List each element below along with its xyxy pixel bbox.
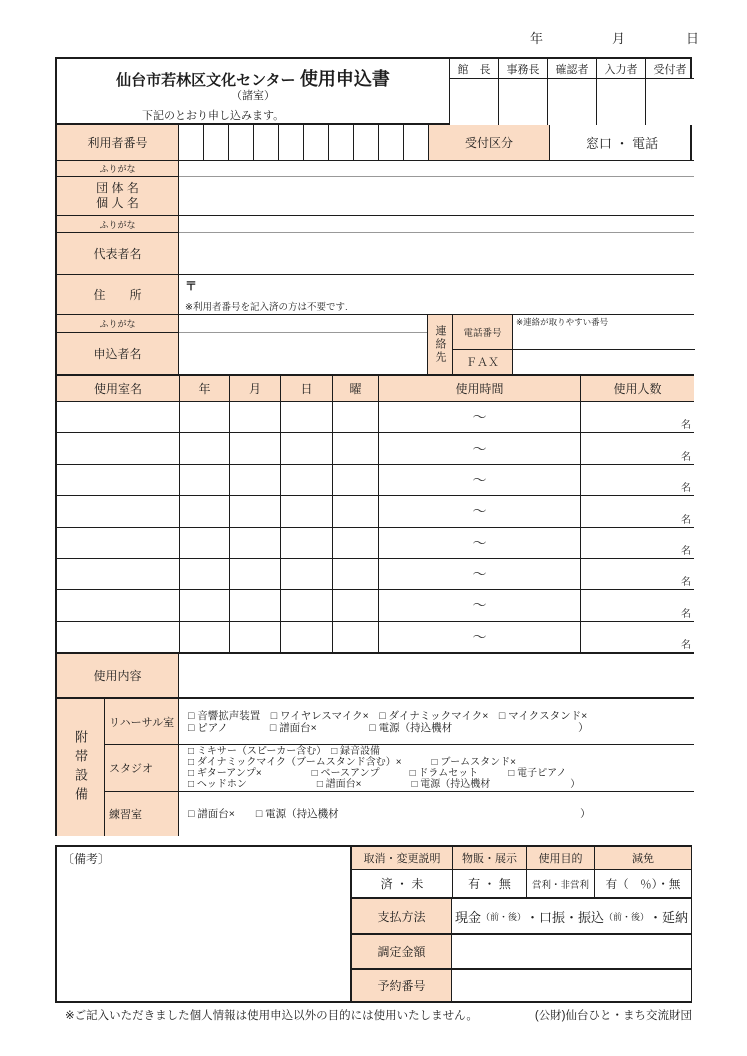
user-number-digit-box[interactable] bbox=[329, 125, 354, 160]
people-count-cell[interactable] bbox=[580, 465, 694, 495]
equipment-checkbox-line[interactable]: □ ダイナミックマイク（ブームスタンド含む）× □ ブームスタンド× bbox=[188, 756, 516, 768]
org-name-label-line1: 団 体 名 bbox=[96, 181, 139, 195]
address-note: ※利用者番号を記入済の方は不要です. bbox=[185, 302, 348, 313]
time-range-cell[interactable]: 〜 bbox=[378, 465, 580, 495]
people-count-cell[interactable] bbox=[580, 496, 694, 526]
payment-part-small: （前・後） bbox=[480, 911, 526, 922]
practice-room-label: 練習室 bbox=[105, 792, 179, 836]
title-area bbox=[57, 59, 449, 125]
month-cell[interactable] bbox=[229, 590, 280, 620]
reduction-options[interactable]: 有（ ％）・無 bbox=[594, 870, 691, 897]
representative-input[interactable] bbox=[179, 233, 694, 274]
date-day-label: 日 bbox=[686, 31, 700, 46]
equipment-row-rehearsal bbox=[105, 699, 694, 744]
office-table-headers bbox=[352, 847, 691, 870]
people-unit-label: 名 bbox=[681, 640, 691, 651]
reservation-row bbox=[352, 970, 691, 1001]
time-range-cell[interactable]: 〜 bbox=[378, 496, 580, 526]
people-unit-label: 名 bbox=[681, 608, 691, 620]
people-count-cell[interactable] bbox=[580, 559, 694, 589]
applicant-label: 申込者名 bbox=[57, 333, 179, 374]
year-cell[interactable] bbox=[179, 402, 229, 432]
usage-header-count: 使用人数 bbox=[580, 376, 694, 401]
contact-block bbox=[427, 315, 694, 374]
user-number-label: 利用者番号 bbox=[57, 125, 179, 160]
practice-checkbox-lines bbox=[179, 792, 694, 836]
month-cell[interactable] bbox=[229, 528, 280, 558]
phone-input[interactable] bbox=[513, 315, 695, 350]
cancel-change-options[interactable]: 済 ・ 未 bbox=[380, 877, 424, 891]
equipment-checkbox-line[interactable]: □ 音響拡声装置 □ ワイヤレスマイク× □ ダイナミックマイク× □ マイクスタンド× bbox=[188, 709, 588, 722]
equipment-checkbox-line[interactable]: □ ヘッドホン □ 譜面台× □ 電源（持込機材 ） bbox=[188, 779, 581, 791]
user-number-digit-box[interactable] bbox=[354, 125, 379, 160]
payment-part: ・口振・振込 bbox=[525, 909, 604, 925]
organization-name: (公財)仙台ひと・まち交流財団 bbox=[534, 1010, 692, 1022]
day-cell[interactable] bbox=[280, 465, 332, 495]
day-cell[interactable] bbox=[280, 528, 332, 558]
usage-header-time: 使用時間 bbox=[378, 376, 580, 401]
approval-column-header: 館 長 bbox=[450, 59, 498, 79]
year-cell[interactable] bbox=[179, 559, 229, 589]
time-range-cell[interactable]: 〜 bbox=[378, 433, 580, 463]
time-range-cell[interactable]: 〜 bbox=[378, 590, 580, 620]
dayofweek-cell[interactable] bbox=[332, 496, 378, 526]
equipment-checkbox-line[interactable]: □ 譜面台× □ 電源（持込機材 ） bbox=[188, 808, 591, 820]
room-name-cell[interactable] bbox=[57, 622, 179, 652]
room-name-cell[interactable] bbox=[57, 590, 179, 620]
user-number-boxes bbox=[179, 125, 429, 160]
user-number-digit-box[interactable] bbox=[304, 125, 329, 160]
approval-column-header: 受付者 bbox=[646, 59, 694, 79]
dayofweek-cell[interactable] bbox=[332, 528, 378, 558]
date-year-label: 年 bbox=[530, 31, 544, 46]
form-subtitle: （諸室） bbox=[231, 90, 275, 102]
approval-column bbox=[645, 59, 694, 125]
approval-stamp-cell[interactable] bbox=[646, 79, 694, 125]
usage-header-month: 月 bbox=[229, 376, 280, 401]
room-name-cell[interactable] bbox=[57, 402, 179, 432]
dayofweek-cell[interactable] bbox=[332, 402, 378, 432]
usage-table-row bbox=[57, 402, 694, 432]
month-cell[interactable] bbox=[229, 433, 280, 463]
furigana-label: ふりがな bbox=[57, 216, 179, 233]
representative-label: 代表者名 bbox=[57, 233, 179, 274]
user-number-row bbox=[57, 125, 694, 161]
dayofweek-cell[interactable] bbox=[332, 465, 378, 495]
usage-header-dayofweek: 曜 bbox=[332, 376, 378, 401]
reservation-number-input[interactable] bbox=[452, 970, 691, 1001]
year-cell[interactable] bbox=[179, 590, 229, 620]
user-number-digit-box[interactable] bbox=[404, 125, 429, 160]
usage-table-row bbox=[57, 589, 694, 620]
purpose-header: 使用目的 bbox=[526, 847, 594, 869]
approval-column bbox=[596, 59, 645, 125]
office-table-values bbox=[352, 870, 691, 899]
user-number-digit-box[interactable] bbox=[279, 125, 304, 160]
equipment-checkbox-line[interactable]: □ ミキサー（スピーカー含む） □ 録音設備 bbox=[188, 745, 381, 757]
furigana-row-2 bbox=[57, 216, 694, 233]
postal-mark: 〒 bbox=[185, 279, 198, 293]
equipment-rows bbox=[105, 699, 694, 836]
people-unit-label: 名 bbox=[681, 483, 691, 495]
usage-table-header bbox=[57, 374, 694, 402]
approval-column-header: 確認者 bbox=[548, 59, 596, 79]
usage-table-row bbox=[57, 495, 694, 526]
approval-stamp-cell[interactable] bbox=[499, 79, 547, 125]
title-block bbox=[57, 59, 694, 125]
approval-stamp-cell[interactable] bbox=[450, 79, 498, 125]
user-number-digit-box[interactable] bbox=[229, 125, 254, 160]
usage-content-row bbox=[57, 652, 694, 697]
studio-label: スタジオ bbox=[105, 745, 179, 791]
month-cell[interactable] bbox=[229, 465, 280, 495]
form-title: 使用申込書 bbox=[299, 69, 390, 89]
payment-part-small: （前・後） bbox=[604, 911, 650, 922]
time-range-cell[interactable]: 〜 bbox=[378, 622, 580, 652]
address-label: 住 所 bbox=[57, 275, 179, 314]
day-cell[interactable] bbox=[280, 496, 332, 526]
user-number-digit-box[interactable] bbox=[379, 125, 404, 160]
org-name-input[interactable] bbox=[179, 177, 694, 215]
sales-exhibit-options[interactable]: 有 ・ 無 bbox=[452, 870, 526, 897]
contact-labels bbox=[453, 315, 513, 374]
equipment-checkbox-line[interactable]: □ ピアノ □ 譜面台× □ 電源（持込機材 ） bbox=[188, 721, 589, 734]
equipment-checkbox-line[interactable]: □ ギターアンプ× □ ベースアンプ □ ドラムセット □ 電子ピアノ bbox=[188, 768, 567, 779]
dayofweek-cell[interactable] bbox=[332, 559, 378, 589]
approval-column bbox=[498, 59, 547, 125]
payment-method-options[interactable] bbox=[452, 899, 691, 933]
equipment-vertical-label: 附帯設備 bbox=[57, 699, 105, 836]
applicant-input[interactable] bbox=[179, 333, 427, 374]
org-name-row bbox=[57, 177, 694, 216]
approval-column bbox=[450, 59, 498, 125]
approval-column bbox=[547, 59, 596, 125]
usage-table-row bbox=[57, 621, 694, 652]
people-count-cell[interactable] bbox=[580, 622, 694, 652]
studio-checkbox-lines bbox=[179, 745, 694, 791]
people-count-cell[interactable] bbox=[580, 433, 694, 463]
dayofweek-cell[interactable] bbox=[332, 590, 378, 620]
rehearsal-checkbox-lines bbox=[179, 699, 694, 744]
people-unit-label: 名 bbox=[681, 420, 691, 432]
remarks-input[interactable] bbox=[57, 865, 347, 1001]
people-unit-label: 名 bbox=[681, 514, 691, 526]
payment-part: ・延納 bbox=[649, 909, 689, 925]
contact-vertical-label: 連絡先 bbox=[428, 315, 453, 374]
day-cell[interactable] bbox=[280, 559, 332, 589]
month-cell[interactable] bbox=[229, 496, 280, 526]
usage-table-row bbox=[57, 464, 694, 495]
reservation-number-label: 予約番号 bbox=[352, 970, 452, 1001]
phone-label: 電話番号 bbox=[453, 315, 512, 350]
equipment-row-studio bbox=[105, 744, 694, 791]
contact-values bbox=[513, 315, 695, 374]
remarks-label: 〔備考〕 bbox=[62, 852, 111, 866]
room-name-cell[interactable] bbox=[57, 496, 179, 526]
day-cell[interactable] bbox=[280, 402, 332, 432]
rehearsal-room-label: リハーサル室 bbox=[105, 699, 179, 744]
furigana-label: ふりがな bbox=[57, 315, 179, 333]
people-count-cell[interactable] bbox=[580, 402, 694, 432]
sales-exhibit-header: 物販・展示 bbox=[452, 847, 526, 869]
day-cell[interactable] bbox=[280, 590, 332, 620]
privacy-note: ※ご記入いただきました個人情報は使用申込以外の目的には使用いたしません。 bbox=[65, 1010, 478, 1022]
user-number-digit-box[interactable] bbox=[179, 125, 204, 160]
year-cell[interactable] bbox=[179, 465, 229, 495]
room-name-cell[interactable] bbox=[57, 465, 179, 495]
month-cell[interactable] bbox=[229, 402, 280, 432]
fax-input[interactable] bbox=[513, 350, 695, 374]
time-range-cell[interactable]: 〜 bbox=[378, 559, 580, 589]
month-cell[interactable] bbox=[229, 622, 280, 652]
org-name-label-line2: 個 人 名 bbox=[96, 196, 139, 210]
phone-note: ※連絡が取りやすい番号 bbox=[516, 317, 609, 327]
usage-content-input[interactable] bbox=[179, 654, 694, 697]
usage-header-room: 使用室名 bbox=[57, 376, 179, 401]
year-cell[interactable] bbox=[179, 433, 229, 463]
user-number-digit-box[interactable] bbox=[254, 125, 279, 160]
assessment-amount-input[interactable] bbox=[452, 935, 691, 968]
people-unit-label: 名 bbox=[681, 451, 691, 463]
usage-content-label: 使用内容 bbox=[57, 654, 179, 697]
reception-type-label: 受付区分 bbox=[429, 125, 550, 160]
user-number-digit-box[interactable] bbox=[204, 125, 229, 160]
footer bbox=[55, 1007, 692, 1023]
assessment-amount-label: 調定金額 bbox=[352, 935, 452, 968]
date-month-label: 月 bbox=[612, 31, 626, 46]
year-cell[interactable] bbox=[179, 622, 229, 652]
org-name-label bbox=[57, 177, 179, 215]
application-form bbox=[55, 57, 692, 836]
reception-type-options[interactable]: 窓口 ・ 電話 bbox=[585, 136, 659, 151]
address-row bbox=[57, 275, 694, 315]
people-count-cell[interactable] bbox=[580, 528, 694, 558]
usage-table-body bbox=[57, 402, 694, 652]
room-name-cell[interactable] bbox=[57, 559, 179, 589]
cancel-change-header: 取消・変更説明 bbox=[352, 847, 452, 869]
people-count-cell[interactable] bbox=[580, 590, 694, 620]
approval-column-header: 事務長 bbox=[499, 59, 547, 79]
day-cell[interactable] bbox=[280, 622, 332, 652]
payment-method-label: 支払方法 bbox=[352, 899, 452, 933]
bottom-section bbox=[55, 845, 692, 1003]
declaration-text: 下記のとおり申し込みます。 bbox=[142, 110, 285, 122]
center-name: 仙台市若林区文化センター bbox=[116, 72, 296, 89]
day-cell[interactable] bbox=[280, 433, 332, 463]
purpose-options[interactable]: 営利・非営利 bbox=[526, 870, 594, 897]
usage-header-year: 年 bbox=[179, 376, 229, 401]
office-table bbox=[350, 847, 691, 1001]
people-unit-label: 名 bbox=[681, 545, 691, 557]
dayofweek-cell[interactable] bbox=[332, 622, 378, 652]
month-cell[interactable] bbox=[229, 559, 280, 589]
equipment-row-practice bbox=[105, 791, 694, 836]
furigana-input-1[interactable] bbox=[179, 161, 694, 177]
year-cell[interactable] bbox=[179, 528, 229, 558]
usage-table-row bbox=[57, 527, 694, 558]
approval-stamp-cell[interactable] bbox=[597, 79, 645, 125]
assessment-row bbox=[352, 935, 691, 970]
usage-table-row bbox=[57, 558, 694, 589]
reduction-header: 減免 bbox=[594, 847, 691, 869]
fax-label: ＦＡＸ bbox=[453, 350, 512, 374]
payment-row bbox=[352, 899, 691, 935]
year-cell[interactable] bbox=[179, 496, 229, 526]
equipment-block bbox=[57, 697, 694, 836]
dayofweek-cell[interactable] bbox=[332, 433, 378, 463]
payment-part: 現金 bbox=[454, 909, 481, 925]
approval-column-header: 入力者 bbox=[597, 59, 645, 79]
furigana-input-3[interactable] bbox=[179, 315, 427, 333]
room-name-cell[interactable] bbox=[57, 528, 179, 558]
furigana-row-1 bbox=[57, 161, 694, 177]
furigana-label: ふりがな bbox=[57, 161, 179, 177]
approval-stamp-table bbox=[449, 59, 694, 125]
usage-header-day: 日 bbox=[280, 376, 332, 401]
time-range-cell[interactable]: 〜 bbox=[378, 402, 580, 432]
time-range-cell[interactable]: 〜 bbox=[378, 528, 580, 558]
representative-row bbox=[57, 233, 694, 275]
people-unit-label: 名 bbox=[681, 577, 691, 589]
furigana-input-2[interactable] bbox=[179, 216, 694, 233]
usage-table-row bbox=[57, 432, 694, 463]
room-name-cell[interactable] bbox=[57, 433, 179, 463]
approval-stamp-cell[interactable] bbox=[548, 79, 596, 125]
